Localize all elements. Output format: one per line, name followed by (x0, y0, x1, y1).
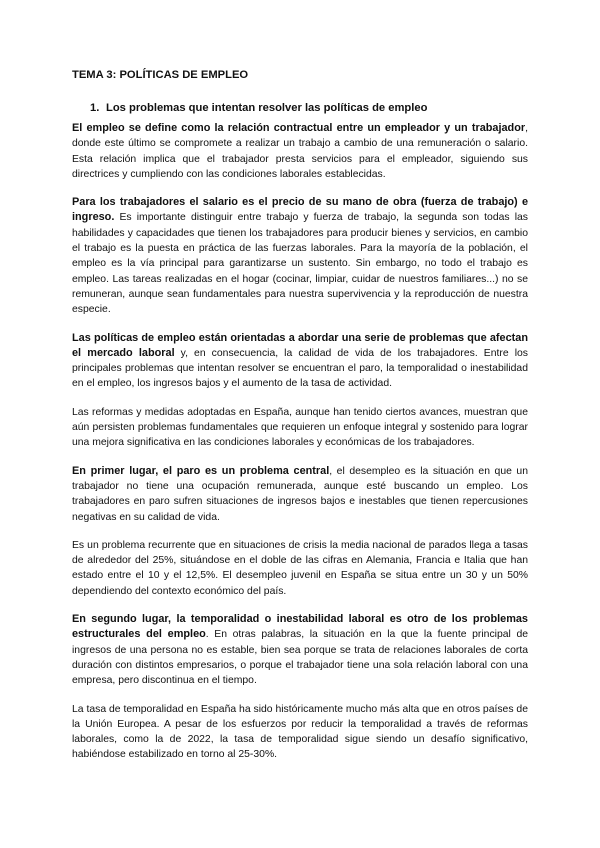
paragraph-bold-lead: El empleo se define como la relación contractual entre un empleador y un trabajador (72, 122, 526, 134)
paragraph-temporality-rate (72, 702, 528, 763)
paragraph-unemployment-rates (72, 538, 528, 599)
document-page (72, 68, 528, 776)
document-title: TEMA 3: POLÍTICAS DE EMPLEO (72, 69, 249, 81)
paragraph-employment-definition (72, 121, 528, 182)
paragraph-reforms (72, 405, 528, 451)
paragraph-bold-lead: Las políticas de empleo están orientadas a abordar una serie de problemas que afectan el mercado laboral (72, 331, 528, 359)
paragraph-text: Es un problema recurrente que en situaciones de crisis la media nacional de parados llega a tasas de alrededor del 25%, situándose en el doble de las cifras en Alemania, Francia e Italia que han estado entre el 10 y el 12,5%. El desempleo juvenil en España se situa entre un 30 y un 50% dependiendo del contexto económico del país. (72, 539, 528, 597)
section-number: 1. (90, 102, 100, 114)
section-label: Los problemas que intentan resolver las políticas de empleo (106, 102, 428, 114)
paragraph-bold-lead: En segundo lugar, la temporalidad o inestabilidad laboral es otro de los problemas estructurales del empleo (72, 613, 528, 641)
paragraph-text: Es importante distinguir entre trabajo y fuerza de trabajo, la segunda son todas las habilidades y capacidades que tienen los trabajadores para producir bienes y servicios, en cambio el trabajo es la puesta en práctica de las fuerzas laborales. Para la mayoría de la población, el empleo es la vía principal para garantizarse un sustento. Sin embargo, no todo el trabajo es empleo. Las tareas realizadas en el hogar (cocinar, limpiar, cuidar de nuestros familiares...) no se remuneran, aunque sean fundamentales para nuestra supervivencia y la reproducción de nuestra especie. (72, 212, 528, 316)
paragraph-temporality (72, 612, 528, 688)
paragraph-text: La tasa de temporalidad en España ha sido históricamente mucho más alta que en otros países de la Unión Europea. A pesar de los esfuerzos por reducir la temporalidad a través de reformas laborales, como la de 2022, la tasa de temporalidad sigue siendo un desafío significativo, habiéndose estabilizado en torno al 25-30%. (72, 703, 528, 761)
paragraph-unemployment (72, 464, 528, 525)
paragraph-employment-policies (72, 331, 528, 392)
paragraph-salary (72, 195, 528, 317)
paragraph-text: y, en consecuencia, la calidad de vida de los trabajadores. Entre los principales problemas que intentan resolver se encuentran el paro, la temporalidad o inestabilidad en el empleo, los ingresos bajos y el aumento de la tasa de actividad. (72, 347, 528, 390)
paragraph-bold-lead: Para los trabajadores el salario es el precio de su mano de obra (fuerza de trabajo) e ingreso. (72, 196, 528, 224)
paragraph-text: Las reformas y medidas adoptadas en España, aunque han tenido ciertos avances, muestran que aún persisten problemas fundamentales que requieren un enfoque integral y sostenido para lograr una mejora significativa en las condiciones laborales y económicas de los trabajadores. (72, 406, 528, 449)
paragraph-bold-lead: En primer lugar, el paro es un problema central (72, 464, 330, 477)
section-heading (90, 101, 528, 115)
paragraph-text: . En otras palabras, la situación en la que la fuente principal de ingresos de una persona no es estable, bien sea porque se trata de relaciones laborales de corta duración con distintos empresarios, o porque el trabajador tiene una sola relación laboral con una empresa, pero discontinua en el tiempo. (72, 629, 528, 687)
paragraph-text: , el desempleo es la situación en que un trabajador no tiene una ocupación remunerada, aunque esté buscando un empleo. Los trabajadores en paro sufren situaciones de ingresos bajos e inestables que tienen repercusiones negativas en su calidad de vida. (72, 465, 528, 523)
paragraph-text: , donde este último se compromete a realizar un trabajo a cambio de una remuneración o salario. Esta relación implica que el trabajador presta servicios para el empleador, siguiendo sus directrices y cumpliendo con las condiciones laborales establecidas. (72, 123, 528, 180)
